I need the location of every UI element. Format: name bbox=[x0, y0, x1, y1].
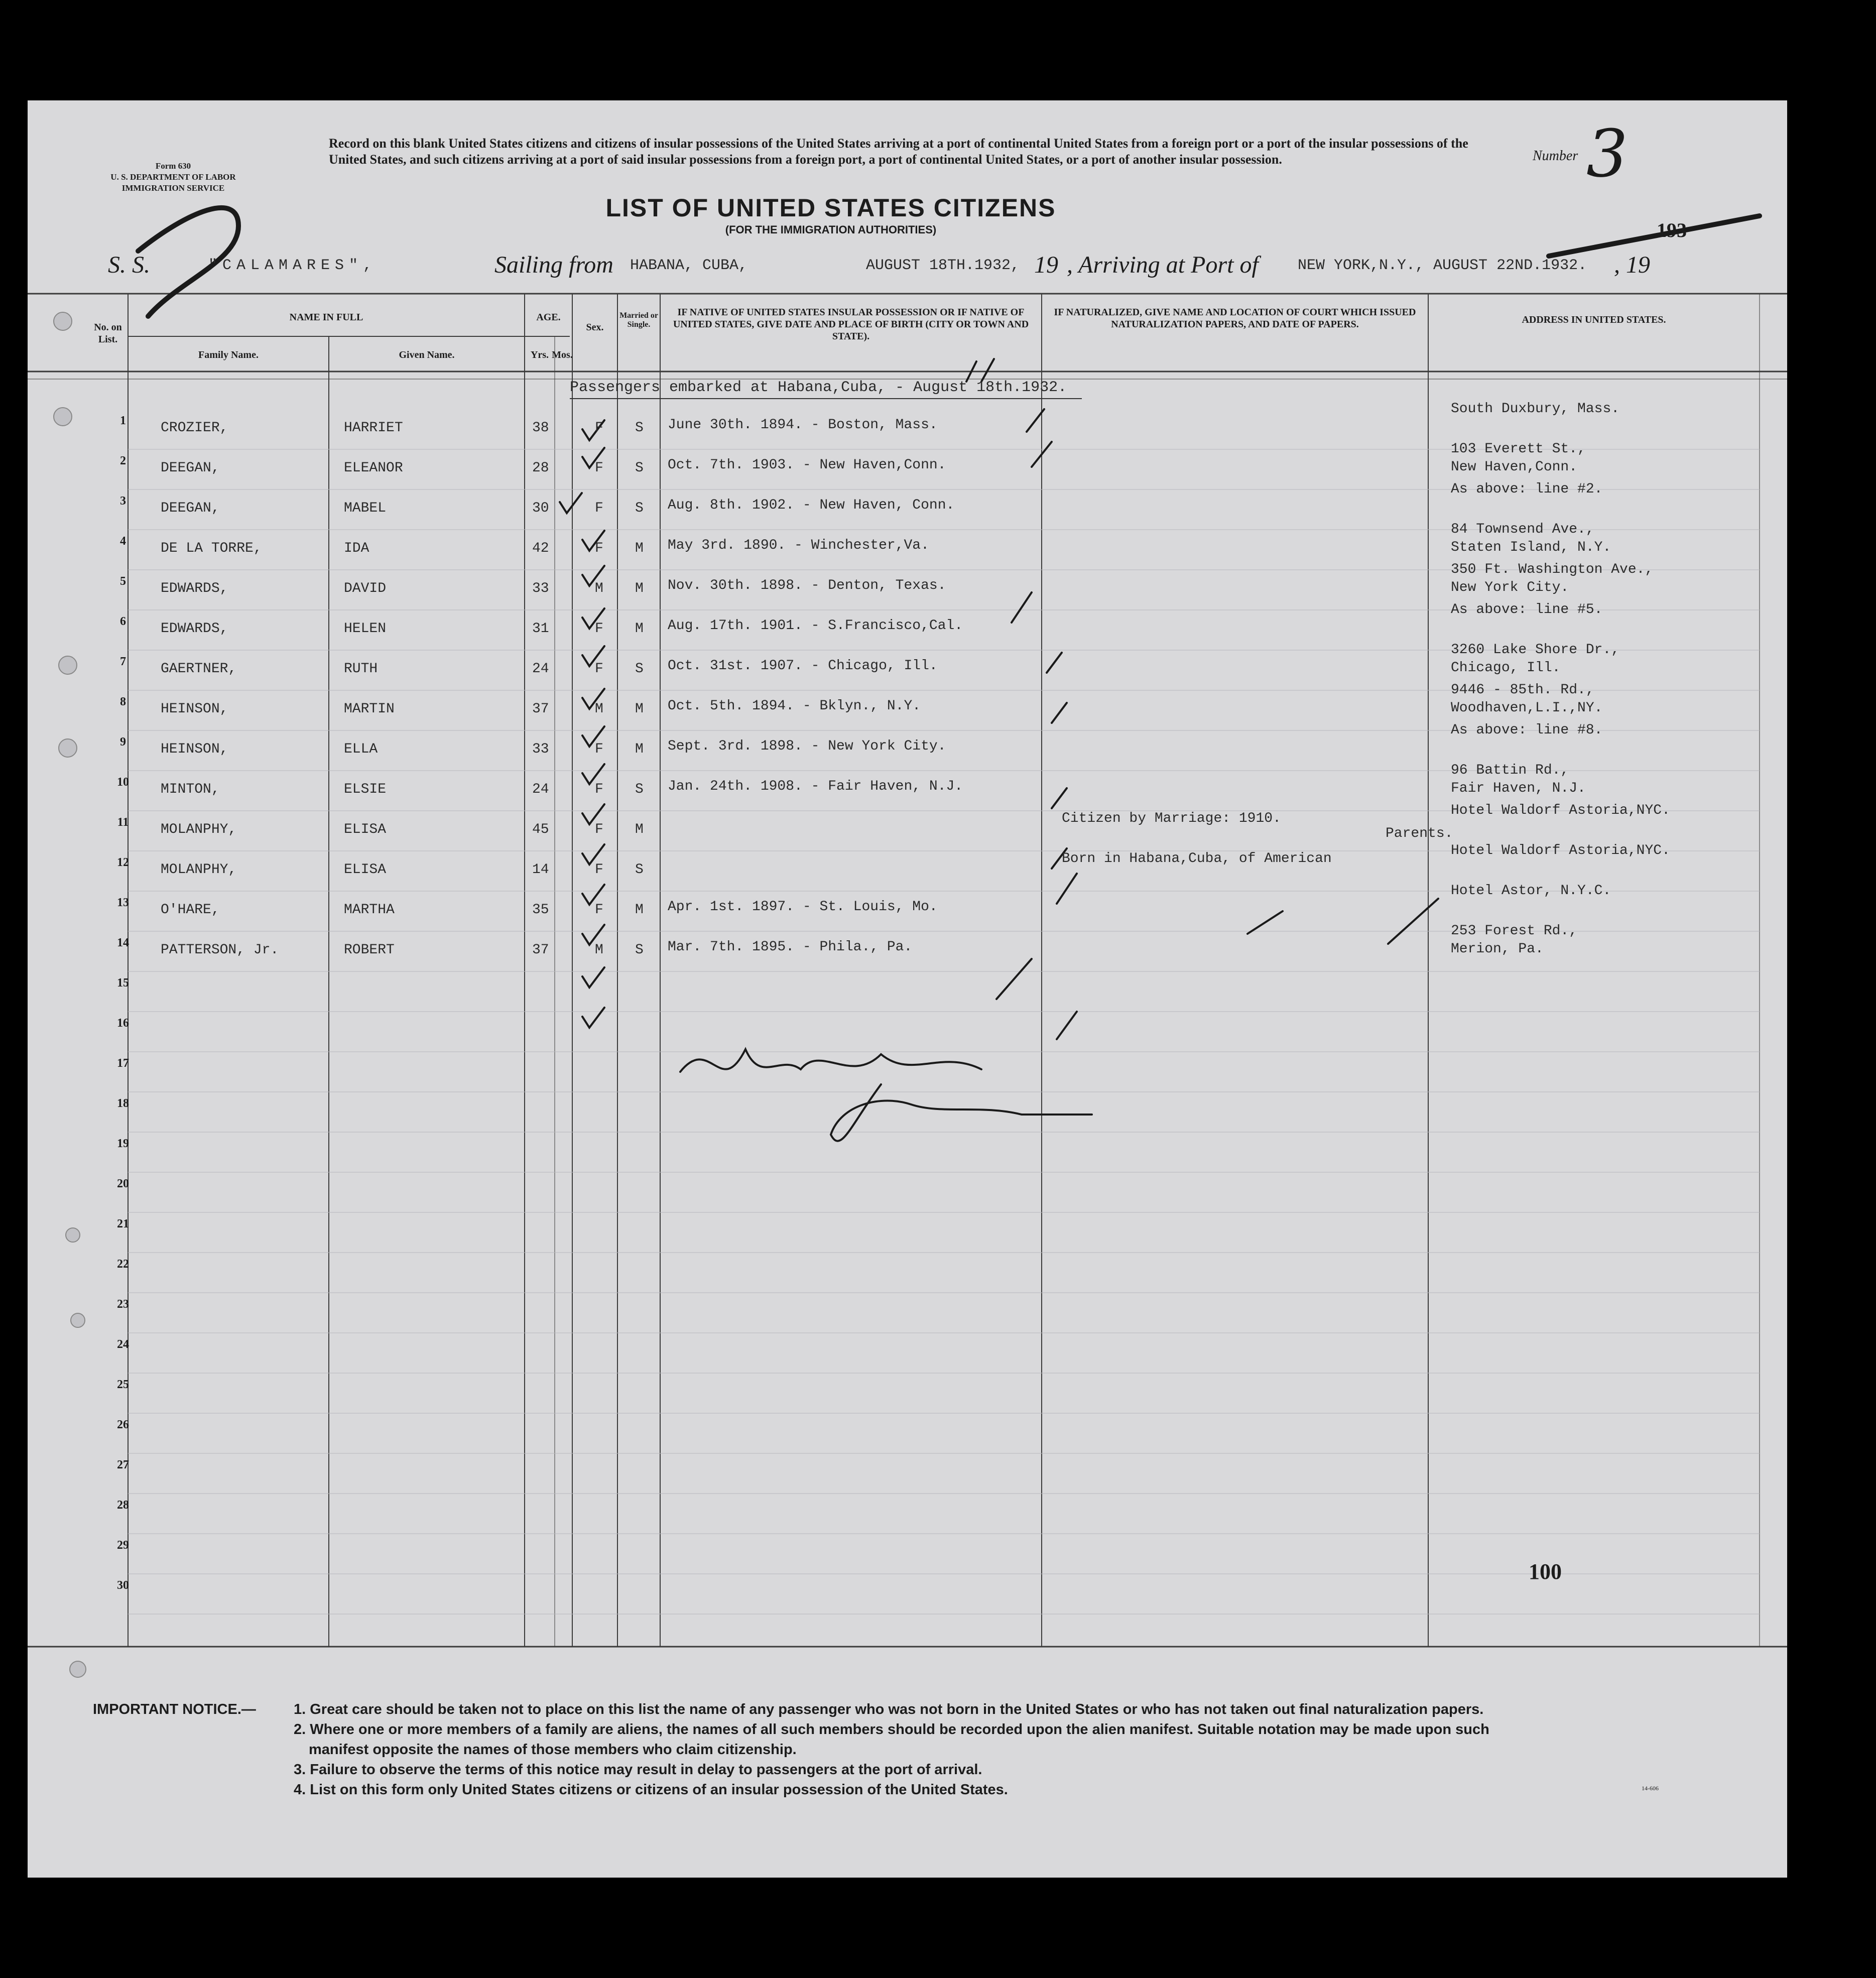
table-grid bbox=[28, 100, 1787, 1878]
row-number: 6 bbox=[120, 615, 126, 628]
marital-status: S bbox=[635, 420, 644, 436]
birth-info: Sept. 3rd. 1898. - New York City. bbox=[668, 738, 946, 754]
marital-status: M bbox=[635, 701, 644, 717]
birth-info: Oct. 31st. 1907. - Chicago, Ill. bbox=[668, 658, 938, 674]
birth-info: Aug. 17th. 1901. - S.Francisco,Cal. bbox=[668, 618, 963, 634]
row-number: 27 bbox=[117, 1458, 129, 1471]
address-line-1: As above: line #2. bbox=[1451, 481, 1603, 497]
birth-info: Oct. 5th. 1894. - Bklyn., N.Y. bbox=[668, 698, 921, 714]
ss-label: S. S. bbox=[108, 252, 150, 278]
sex: M bbox=[595, 942, 603, 958]
row-number: 28 bbox=[117, 1499, 129, 1512]
age-years: 38 bbox=[532, 420, 549, 436]
sex: F bbox=[595, 460, 603, 476]
number-label: Number bbox=[1533, 148, 1578, 164]
age-years: 14 bbox=[532, 862, 549, 878]
row-number: 13 bbox=[117, 896, 129, 909]
given-name: ELISA bbox=[344, 822, 387, 837]
page-number: 193 bbox=[1657, 219, 1687, 241]
ship-name: "CALAMARES", bbox=[208, 257, 378, 274]
marital-status: S bbox=[635, 661, 644, 677]
marital-status: M bbox=[635, 902, 644, 918]
row-number: 30 bbox=[117, 1579, 129, 1592]
col-mos: Mos. bbox=[552, 349, 573, 360]
row-number: 14 bbox=[117, 936, 129, 949]
row-number: 19 bbox=[117, 1137, 129, 1150]
address-line-2: Chicago, Ill. bbox=[1451, 660, 1561, 676]
col-age: AGE. bbox=[536, 312, 561, 323]
year-label-1: 19 bbox=[1034, 252, 1058, 278]
address-line-2: Staten Island, N.Y. bbox=[1451, 540, 1611, 555]
row-number: 22 bbox=[117, 1258, 129, 1271]
address-line-1: Hotel Waldorf Astoria,NYC. bbox=[1451, 843, 1670, 858]
col-yrs: Yrs. bbox=[530, 349, 549, 360]
notice-items bbox=[294, 1699, 1749, 1800]
manifest-sheet bbox=[28, 100, 1787, 1878]
birth-info: Jan. 24th. 1908. - Fair Haven, N.J. bbox=[668, 779, 963, 794]
sex: F bbox=[595, 661, 603, 677]
family-name: MINTON, bbox=[161, 782, 220, 797]
row-number: 26 bbox=[117, 1418, 129, 1431]
year-label-2: , 19 bbox=[1614, 252, 1650, 278]
age-years: 35 bbox=[532, 902, 549, 918]
address-line-1: 253 Forest Rd., bbox=[1451, 923, 1578, 939]
marital-status: S bbox=[635, 460, 644, 476]
form-number: Form 630 bbox=[155, 161, 191, 171]
row-number: 29 bbox=[117, 1539, 129, 1552]
col-naturalized: IF NATURALIZED, GIVE NAME AND LOCATION OF COURT WHICH ISSUED NATURALIZATION PAPERS, AND DATE OF PAPERS. bbox=[1054, 307, 1416, 330]
family-name: GAERTNER, bbox=[161, 661, 237, 677]
col-family-name: Family Name. bbox=[198, 349, 259, 360]
row-number: 24 bbox=[117, 1338, 129, 1351]
birth-info: Oct. 7th. 1903. - New Haven,Conn. bbox=[668, 457, 946, 473]
marital-status: M bbox=[635, 822, 644, 837]
given-name: MARTIN bbox=[344, 701, 395, 717]
address-line-1: 9446 - 85th. Rd., bbox=[1451, 682, 1594, 698]
given-name: ROBERT bbox=[344, 942, 395, 958]
sex: F bbox=[595, 741, 603, 757]
form-info bbox=[78, 161, 269, 194]
row-number: 11 bbox=[117, 816, 129, 829]
notice-item: 3. Failure to observe the terms of this notice may result in delay to passengers at the port of arrival. bbox=[294, 1762, 982, 1778]
age-years: 37 bbox=[532, 942, 549, 958]
address-line-2: Fair Haven, N.J. bbox=[1451, 781, 1586, 796]
row-number: 8 bbox=[120, 695, 126, 708]
family-name: EDWARDS, bbox=[161, 621, 228, 637]
birth-info: Apr. 1st. 1897. - St. Louis, Mo. bbox=[668, 899, 938, 915]
age-years: 24 bbox=[532, 782, 549, 797]
col-married-single: Married or Single. bbox=[619, 311, 658, 329]
given-name: MABEL bbox=[344, 501, 387, 516]
birth-info: Mar. 7th. 1895. - Phila., Pa. bbox=[668, 939, 913, 955]
sex: F bbox=[595, 862, 603, 878]
family-name: DEEGAN, bbox=[161, 460, 220, 476]
address-line-2: New York City. bbox=[1451, 580, 1569, 595]
page-title: LIST OF UNITED STATES CITIZENS bbox=[605, 194, 1056, 222]
row-number: 4 bbox=[120, 535, 126, 548]
family-name: DE LA TORRE, bbox=[161, 541, 262, 556]
address-line-2: Woodhaven,L.I.,NY. bbox=[1451, 700, 1603, 716]
bottom-stamp: 100 bbox=[1529, 1559, 1562, 1584]
address-line-1: 350 Ft. Washington Ave., bbox=[1451, 562, 1654, 577]
age-years: 28 bbox=[532, 460, 549, 476]
row-number: 16 bbox=[117, 1017, 129, 1030]
row-number: 9 bbox=[120, 735, 126, 749]
row-number: 3 bbox=[120, 494, 126, 508]
sailing-from-value: HABANA, CUBA, bbox=[630, 257, 748, 274]
family-name: DEEGAN, bbox=[161, 501, 220, 516]
sex: F bbox=[595, 822, 603, 837]
age-years: 42 bbox=[532, 541, 549, 556]
address-line-1: Hotel Astor, N.Y.C. bbox=[1451, 883, 1611, 899]
sex: F bbox=[595, 420, 603, 436]
notice-code: 14-606 bbox=[1642, 1785, 1659, 1792]
naturalization-info: Born in Habana,Cuba, of American bbox=[1062, 851, 1332, 867]
department: U. S. DEPARTMENT OF LABOR bbox=[110, 172, 236, 182]
col-sex: Sex. bbox=[586, 322, 604, 333]
sex: F bbox=[595, 782, 603, 797]
marital-status: S bbox=[635, 782, 644, 797]
notice-item: 1. Great care should be taken not to place on this list the name of any passenger who was not born in the United States or who has not taken out final naturalization papers. bbox=[294, 1701, 1484, 1717]
service: IMMIGRATION SERVICE bbox=[121, 183, 225, 193]
arriving-label: , Arriving at Port of bbox=[1067, 252, 1259, 278]
col-native: IF NATIVE OF UNITED STATES INSULAR POSSESSION OR IF NATIVE OF UNITED STATES, GIVE DATE AND PLACE OF BIRTH (CITY OR TOWN AND STATE). bbox=[673, 307, 1029, 342]
age-years: 45 bbox=[532, 822, 549, 837]
page-subtitle: (FOR THE IMMIGRATION AUTHORITIES) bbox=[725, 223, 937, 236]
address-line-1: 84 Townsend Ave., bbox=[1451, 522, 1594, 537]
family-name: HEINSON, bbox=[161, 741, 228, 757]
birth-info: June 30th. 1894. - Boston, Mass. bbox=[668, 417, 938, 433]
sex: F bbox=[595, 902, 603, 918]
family-name: PATTERSON, Jr. bbox=[161, 942, 279, 958]
address-line-1: 103 Everett St., bbox=[1451, 441, 1586, 457]
row-number: 2 bbox=[120, 454, 126, 467]
address-line-1: South Duxbury, Mass. bbox=[1451, 401, 1620, 417]
sex: F bbox=[595, 621, 603, 637]
age-years: 30 bbox=[532, 501, 549, 516]
col-name-in-full: NAME IN FULL bbox=[289, 312, 363, 323]
arriving-value: NEW YORK,N.Y., AUGUST 22ND.1932. bbox=[1298, 257, 1587, 274]
given-name: HARRIET bbox=[344, 420, 403, 436]
birth-info: Aug. 8th. 1902. - New Haven, Conn. bbox=[668, 498, 955, 513]
row-number: 1 bbox=[120, 414, 126, 427]
age-years: 33 bbox=[532, 741, 549, 757]
family-name: EDWARDS, bbox=[161, 581, 228, 596]
marital-status: S bbox=[635, 862, 644, 878]
record-instructions: Record on this blank United States citizens and citizens of insular possessions of the United States arriving at a port of continental United States from a foreign port or a port of the insular possessions of the United States, and such citizens arriving at a port of said insular possessions from a foreign port, a port of continental United States, or a port of another insular possession. bbox=[329, 136, 1468, 167]
marital-status: S bbox=[635, 501, 644, 516]
given-name: ELSIE bbox=[344, 782, 387, 797]
notice-item: 2. Where one or more members of a family are aliens, the names of all such members should be recorded upon the alien manifest. Suitable notation may be made upon such bbox=[294, 1721, 1489, 1738]
given-name: ELEANOR bbox=[344, 460, 403, 476]
given-name: ELLA bbox=[344, 741, 378, 757]
col-address: ADDRESS IN UNITED STATES. bbox=[1522, 314, 1666, 325]
family-name: MOLANPHY, bbox=[161, 862, 237, 878]
given-name: IDA bbox=[344, 541, 369, 556]
age-years: 24 bbox=[532, 661, 549, 677]
sailing-date: AUGUST 18TH.1932, bbox=[866, 257, 1020, 274]
given-name: HELEN bbox=[344, 621, 387, 637]
row-number: 23 bbox=[117, 1298, 129, 1311]
address-line-2: Merion, Pa. bbox=[1451, 941, 1544, 957]
row-number: 17 bbox=[117, 1057, 129, 1070]
row-number: 5 bbox=[120, 575, 126, 588]
address-line-1: 3260 Lake Shore Dr., bbox=[1451, 642, 1620, 658]
birth-info: Nov. 30th. 1898. - Denton, Texas. bbox=[668, 578, 946, 593]
given-name: ELISA bbox=[344, 862, 387, 878]
sex: F bbox=[595, 541, 603, 556]
naturalization-info: Citizen by Marriage: 1910. bbox=[1062, 811, 1281, 826]
marital-status: M bbox=[635, 741, 644, 757]
age-years: 33 bbox=[532, 581, 549, 596]
age-years: 37 bbox=[532, 701, 549, 717]
embark-note: Passengers embarked at Habana,Cuba, - August 18th.1932. bbox=[570, 379, 1082, 399]
address-line-2: New Haven,Conn. bbox=[1451, 459, 1578, 475]
given-name: DAVID bbox=[344, 581, 387, 596]
number-value: 3 bbox=[1586, 115, 1628, 192]
address-line-1: As above: line #5. bbox=[1451, 602, 1603, 617]
col-no: No. on List. bbox=[94, 322, 122, 345]
row-number: 18 bbox=[117, 1097, 129, 1110]
row-number: 10 bbox=[117, 776, 129, 789]
address-line-1: As above: line #8. bbox=[1451, 722, 1603, 738]
sailing-from-label: Sailing from bbox=[494, 252, 613, 278]
age-years: 31 bbox=[532, 621, 549, 637]
marital-status: M bbox=[635, 541, 644, 556]
notice-item: manifest opposite the names of those members who claim citizenship. bbox=[309, 1742, 797, 1758]
address-line-1: 96 Battin Rd., bbox=[1451, 763, 1569, 778]
family-name: CROZIER, bbox=[161, 420, 228, 436]
marital-status: M bbox=[635, 581, 644, 596]
given-name: MARTHA bbox=[344, 902, 395, 918]
address-line-1: Hotel Waldorf Astoria,NYC. bbox=[1451, 803, 1670, 818]
sex: M bbox=[595, 581, 603, 596]
sex: F bbox=[595, 501, 603, 516]
marital-status: S bbox=[635, 942, 644, 958]
notice-title: IMPORTANT NOTICE.— bbox=[93, 1701, 256, 1717]
parents-note: Parents. bbox=[1386, 826, 1453, 841]
family-name: HEINSON, bbox=[161, 701, 228, 717]
family-name: MOLANPHY, bbox=[161, 822, 237, 837]
row-number: 7 bbox=[120, 655, 126, 668]
row-number: 15 bbox=[117, 976, 129, 990]
col-given-name: Given Name. bbox=[399, 349, 455, 360]
birth-info: May 3rd. 1890. - Winchester,Va. bbox=[668, 538, 929, 553]
row-number: 25 bbox=[117, 1378, 129, 1391]
given-name: RUTH bbox=[344, 661, 378, 677]
sex: M bbox=[595, 701, 603, 717]
row-number: 20 bbox=[117, 1177, 129, 1190]
notice-item: 4. List on this form only United States citizens or citizens of an insular possession of the United States. bbox=[294, 1782, 1008, 1798]
family-name: O'HARE, bbox=[161, 902, 220, 918]
row-number: 21 bbox=[117, 1217, 129, 1230]
marital-status: M bbox=[635, 621, 644, 637]
row-number: 12 bbox=[117, 856, 129, 869]
